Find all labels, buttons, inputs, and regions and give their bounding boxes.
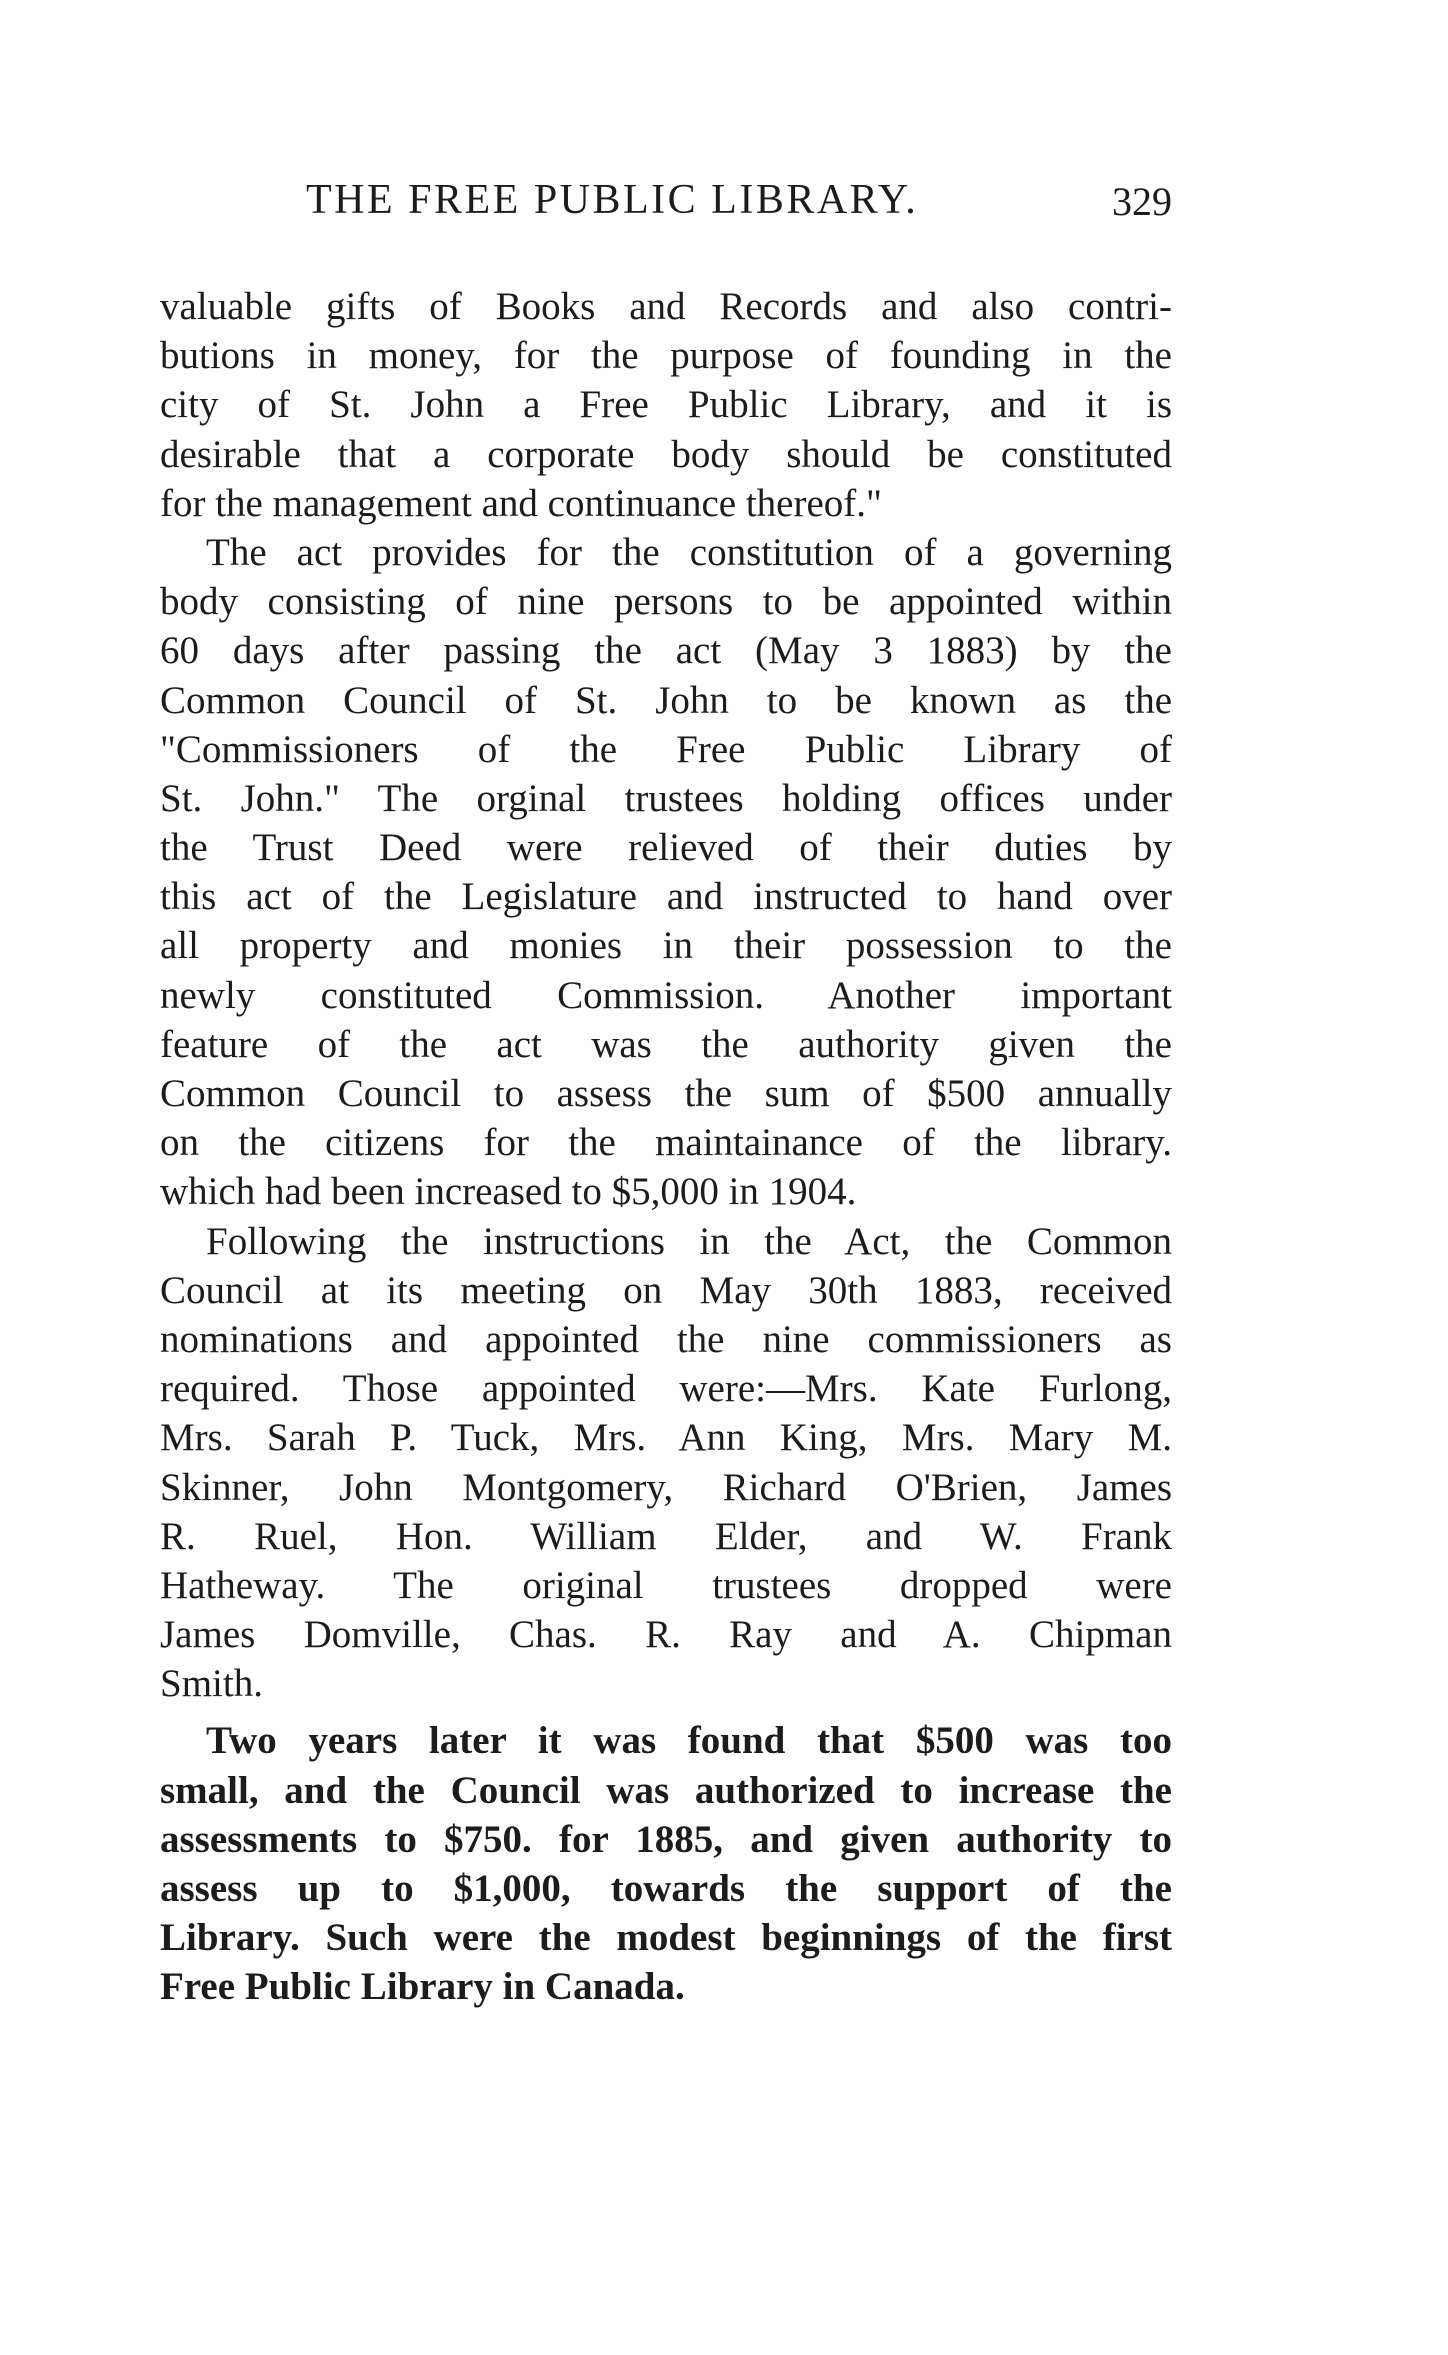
text-line: Common Council to assess the sum of $500 annually [160,1072,1172,1115]
body-text [160,282,1172,2012]
text-line: James Domville, Chas. R. Ray and A. Chipman [160,1613,1172,1657]
text-line: Mrs. Sarah P. Tuck, Mrs. Ann King, Mrs. Mary M. [160,1416,1172,1460]
text-line: nominations and appointed the nine commissioners as [160,1317,1172,1361]
paragraph-1 [160,282,1172,528]
text-line: Smith. [160,1662,263,1706]
text-line: Hatheway. The original trustees dropped were [160,1563,1172,1607]
text-line: 60 days after passing the act (May 3 1883) by the [160,629,1172,673]
text-line: R. Ruel, Hon. William Elder, and W. Frank [160,1514,1172,1558]
text-line: valuable gifts of Books and Records and also contri- [160,285,1172,328]
text-line: Skinner, John Montgomery, Richard O'Brien, James [160,1465,1172,1509]
text-line: butions in money, for the purpose of founding in the [160,334,1172,378]
text-line: body consisting of nine persons to be appointed within [160,580,1172,624]
text-line: on the citizens for the maintainance of the library. [160,1121,1172,1165]
text-line: for the management and continuance thereof." [160,481,882,525]
text-line: which had been increased to $5,000 in 1904. [160,1170,857,1214]
running-head [160,176,1172,236]
text-line: assessments to $750. for 1885, and given authority to [160,1817,1172,1861]
text-line: Free Public Library in Canada. [160,1965,685,2009]
text-line: newly constituted Commission. Another important [160,973,1172,1017]
paragraph-gap [160,1708,1172,1716]
page-number: 329 [1112,179,1172,224]
text-line: Two years later it was found that $500 was too [206,1719,1172,1763]
text-line: feature of the act was the authority given the [160,1022,1172,1066]
text-line: all property and monies in their possession to the [160,924,1172,968]
text-line: required. Those appointed were:—Mrs. Kate Furlong, [160,1367,1172,1411]
text-line: The act provides for the constitution of a governing [206,530,1172,574]
text-line: Library. Such were the modest beginnings of the first [160,1916,1172,1960]
text-line: desirable that a corporate body should be constituted [160,432,1172,476]
paragraph-4 [160,1716,1172,2011]
text-line: Council at its meeting on May 30th 1883, received [160,1268,1172,1312]
text-line: Common Council of St. John to be known as the [160,678,1172,722]
text-line: the Trust Deed were relieved of their duties by [160,826,1172,870]
text-line: Following the instructions in the Act, the Common [206,1219,1172,1263]
paragraph-3 [160,1217,1172,1709]
paragraph-2 [160,528,1172,1217]
text-line: St. John." The orginal trustees holding offices under [160,776,1172,820]
running-title: THE FREE PUBLIC LIBRARY. [306,177,919,223]
text-line: this act of the Legislature and instructed to hand over [160,875,1172,919]
text-line: "Commissioners of the Free Public Library of [160,727,1172,771]
text-line: city of St. John a Free Public Library, and it is [160,383,1172,427]
text-line: assess up to $1,000, towards the support of the [160,1867,1172,1910]
text-line: small, and the Council was authorized to increase the [160,1768,1172,1812]
